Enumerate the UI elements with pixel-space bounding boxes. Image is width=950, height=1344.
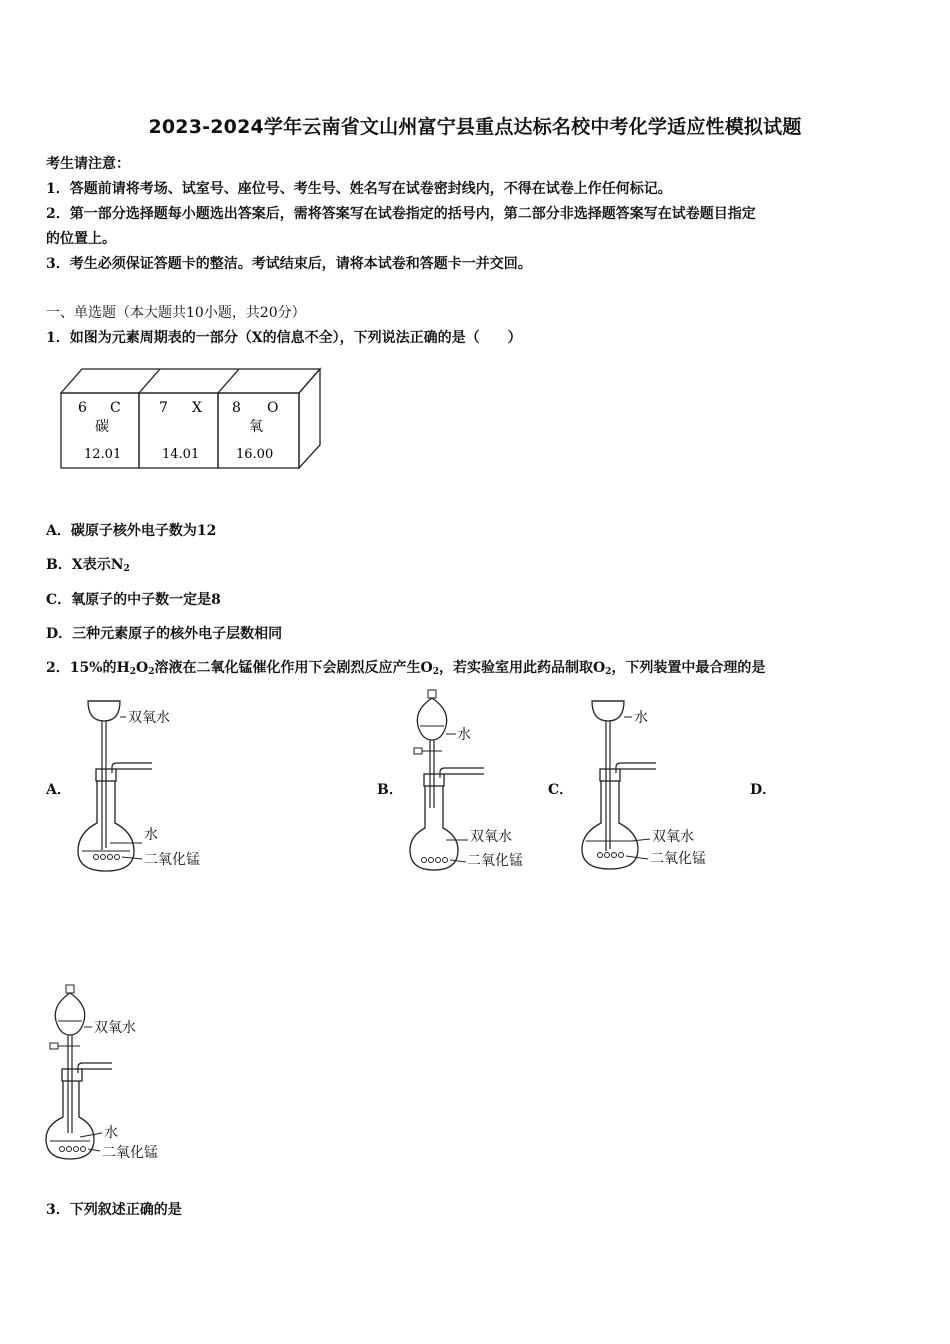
apparatus-c[interactable] xyxy=(576,693,736,873)
q2-option-b-label[interactable]: B． xyxy=(377,782,403,798)
notice-item: 的位置上。 xyxy=(46,231,116,247)
stopcock xyxy=(414,748,422,754)
reagent-label: 水 xyxy=(144,827,158,843)
element-symbol: O xyxy=(267,400,279,416)
q1-option-b[interactable] xyxy=(46,554,130,574)
reagent-label: 二氧化锰 xyxy=(650,851,706,867)
atomic-number: 6 xyxy=(78,400,87,416)
reagent-label: 二氧化锰 xyxy=(467,853,523,869)
delivery-tube xyxy=(616,763,656,773)
reagent-label: 水 xyxy=(457,727,471,743)
reagent-label: 双氧水 xyxy=(94,1020,136,1036)
q1-option-d[interactable]: D．三种元素原子的核外电子层数相同 xyxy=(46,626,283,642)
atomic-mass: 16.00 xyxy=(236,447,274,462)
q1-option-c[interactable]: C．氧原子的中子数一定是8 xyxy=(46,592,221,608)
separatory-funnel-icon xyxy=(417,698,446,740)
q1-option-b-text: B．X表示N xyxy=(46,557,124,573)
atomic-number: 8 xyxy=(232,400,241,416)
section-heading: 一、单选题（本大题共10小题，共20分） xyxy=(46,305,306,321)
element-name: 碳 xyxy=(95,419,109,435)
apparatus-d[interactable] xyxy=(42,983,202,1167)
reagent-label: 双氧水 xyxy=(652,829,694,845)
reagent-label: 二氧化锰 xyxy=(144,852,200,868)
separatory-funnel-icon xyxy=(55,993,84,1035)
question-1-stem: 1．如图为元素周期表的一部分（X的信息不全），下列说法正确的是（ ） xyxy=(46,330,522,346)
notice-item: 3．考生必须保证答题卡的整洁。考试结束后，请将本试卷和答题卡一并交回。 xyxy=(46,256,532,272)
notice-item: 1．答题前请将考场、试室号、座位号、考生号、姓名写在试卷密封线内，不得在试卷上作任何标记。 xyxy=(46,181,672,197)
apparatus-a[interactable] xyxy=(72,693,232,873)
periodic-table-figure xyxy=(58,365,328,473)
delivery-tube xyxy=(440,768,484,778)
element-name: 氧 xyxy=(249,419,263,435)
atomic-mass: 12.01 xyxy=(84,447,122,462)
apparatus-b[interactable] xyxy=(400,688,560,872)
reagent-label: 水 xyxy=(634,710,648,726)
element-symbol: C xyxy=(110,400,121,416)
question-2-stem: 2．15%的$H_2O_2$溶液在二氧化锰催化作用下会剧烈反应产生$O_2$，若实验室用此药品制取$O_2$，下列装置中最合理的是 xyxy=(46,660,766,677)
funnel-icon xyxy=(592,701,624,721)
question-3-stem: 3．下列叙述正确的是 xyxy=(46,1202,182,1218)
reagent-label: 双氧水 xyxy=(470,829,512,845)
notice-item: 2．第一部分选择题每小题选出答案后，需将答案写在试卷指定的括号内，第二部分非选择题答案写在试卷题目指定 xyxy=(46,206,756,222)
funnel-icon xyxy=(88,701,120,721)
delivery-tube xyxy=(112,763,152,773)
atomic-number: 7 xyxy=(159,400,168,416)
page-title: 2023-2024学年云南省文山州富宁县重点达标名校中考化学适应性模拟试题 xyxy=(148,116,802,138)
delivery-tube xyxy=(78,1063,112,1073)
element-symbol: X xyxy=(192,400,202,416)
q1-option-a[interactable]: A．碳原子核外电子数为12 xyxy=(46,523,217,539)
flask-icon xyxy=(46,1081,94,1159)
q2-option-a-label[interactable]: A． xyxy=(46,782,71,798)
atomic-mass: 14.01 xyxy=(162,447,200,462)
subscript: 2 xyxy=(123,564,130,574)
reagent-label: 二氧化锰 xyxy=(102,1145,158,1161)
notice-heading: 考生请注意： xyxy=(46,156,130,172)
q2-option-d-label[interactable]: D． xyxy=(750,782,777,798)
stopcock xyxy=(50,1043,58,1049)
reagent-label: 水 xyxy=(104,1125,118,1141)
reagent-label: 双氧水 xyxy=(128,710,170,726)
q2-option-c-label[interactable]: C． xyxy=(548,782,574,798)
